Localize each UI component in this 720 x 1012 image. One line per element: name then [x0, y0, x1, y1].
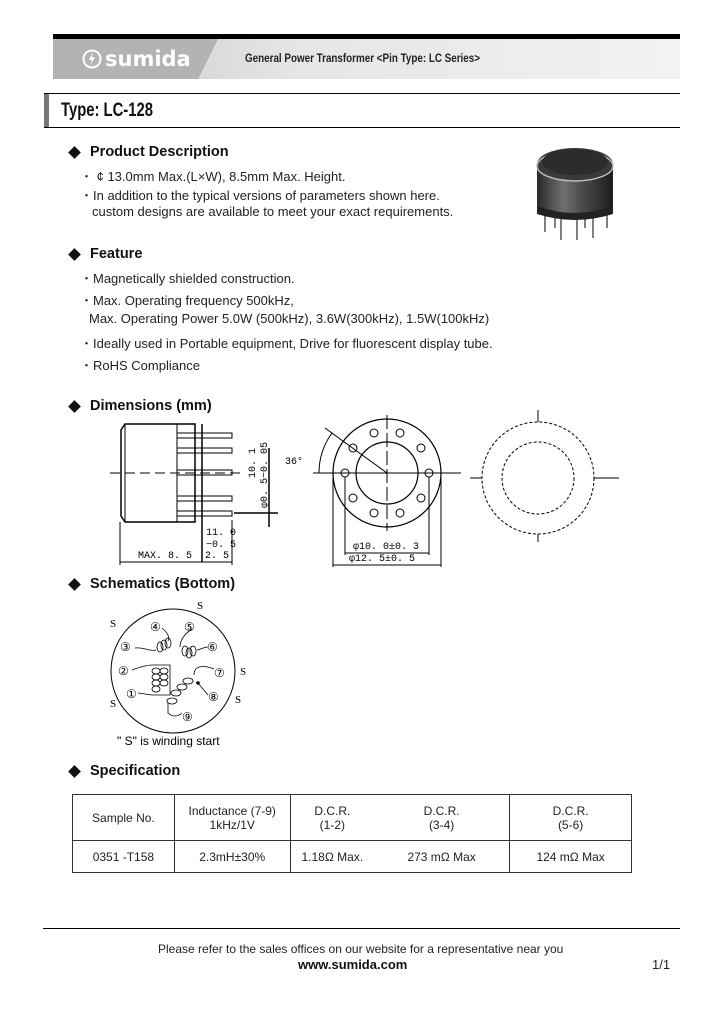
- type-bar-accent: [44, 94, 49, 127]
- specification-table: [72, 794, 632, 873]
- page-number: 1/1: [652, 957, 671, 972]
- sumida-logo: [82, 47, 191, 71]
- product-photo: [525, 140, 625, 240]
- header-inductance: Inductance (7-9) 1kHz/1V: [174, 795, 290, 841]
- dim-label-max-height: MAX. 8. 5: [138, 551, 193, 562]
- diamond-bullet-icon: [68, 578, 81, 591]
- header-dcr-1-2: D.C.R. (1-2): [290, 795, 374, 841]
- schematics-heading: [67, 576, 235, 592]
- dim-label-outer-diameter: φ12. 5±0. 5: [349, 554, 416, 565]
- header-dcr-5-6: D.C.R. (5-6): [510, 795, 632, 841]
- description-line: ・In addition to the typical versions of parameters shown here.: [80, 188, 440, 203]
- section-title: Schematics (Bottom): [90, 576, 236, 592]
- pin-label-5: ⑤: [184, 620, 195, 634]
- dim-label-pitch: 10. 1: [248, 447, 259, 478]
- cell-dcr-1-2: 1.18Ω Max.: [290, 841, 374, 873]
- header-dcr-3-4: D.C.R. (3-4): [374, 795, 510, 841]
- schematics-diagram: [90, 595, 260, 755]
- feature-heading: [67, 246, 142, 262]
- header-sample-no: Sample No.: [73, 795, 175, 841]
- website-link[interactable]: www.sumida.com: [298, 957, 408, 972]
- feature-line: Max. Operating Power 5.0W (500kHz), 3.6W(300kHz), 1.5W(100kHz): [89, 311, 490, 326]
- page-title: Type: LC-128: [61, 100, 153, 121]
- dim-label-angle: 36°: [285, 457, 304, 468]
- dim-label-pin-length: 2. 5: [205, 551, 230, 562]
- dim-label-pin-tol-a: 11. 0: [206, 528, 237, 539]
- specification-heading: [67, 763, 180, 779]
- dim-label-pin-tol-b: −0. 5: [206, 540, 237, 551]
- section-title: Feature: [90, 246, 143, 262]
- footer-rule: [43, 928, 680, 929]
- diamond-bullet-icon: [68, 248, 81, 261]
- feature-line: ・Ideally used in Portable equipment, Drive for fluorescent display tube.: [80, 336, 493, 351]
- footer-note: Please refer to the sales offices on our website for a representative near you: [158, 942, 564, 956]
- table-header-row: [73, 795, 632, 841]
- diamond-bullet-icon: [68, 765, 81, 778]
- sumida-logo-icon: [82, 49, 102, 69]
- pin-label-7: ⑦: [214, 666, 225, 680]
- pin-label-2: ②: [118, 664, 129, 678]
- pin-label-8: ⑧: [208, 690, 219, 704]
- schematic-note: " S" is winding start: [117, 734, 220, 748]
- dim-label-pin-diameter: φ0. 5−0. 05: [260, 441, 271, 508]
- diamond-bullet-icon: [68, 400, 81, 413]
- product-description-heading: [67, 144, 229, 160]
- winding-start-mark: S: [240, 666, 247, 678]
- pin-label-9: ⑨: [182, 710, 193, 724]
- cell-dcr-5-6: 124 mΩ Max: [510, 841, 632, 873]
- pin-label-3: ③: [120, 640, 131, 654]
- pin-label-6: ⑥: [207, 640, 218, 654]
- table-row: [73, 841, 632, 873]
- winding-start-mark: S: [197, 600, 204, 612]
- winding-start-mark: S: [110, 698, 117, 710]
- section-title: Product Description: [90, 144, 229, 160]
- header-title: General Power Transformer <Pin Type: LC Series>: [245, 51, 480, 65]
- description-line: custom designs are available to meet your exact requirements.: [92, 204, 454, 219]
- dimensions-drawing: [100, 410, 640, 570]
- cell-inductance: 2.3mH±30%: [174, 841, 290, 873]
- winding-start-mark: S: [110, 618, 117, 630]
- feature-line: ・Magnetically shielded construction.: [80, 271, 295, 286]
- description-line: ・ ¢ 13.0mm Max.(L×W), 8.5mm Max. Height.: [80, 169, 346, 184]
- feature-line: ・Max. Operating frequency 500kHz,: [80, 293, 294, 308]
- diamond-bullet-icon: [68, 146, 81, 159]
- cell-dcr-3-4: 273 mΩ Max: [374, 841, 510, 873]
- brand-name: sumida: [105, 47, 191, 71]
- feature-line: ・RoHS Compliance: [80, 358, 200, 373]
- pin-label-4: ④: [150, 620, 161, 634]
- cell-sample-no: 0351 -T158: [73, 841, 175, 873]
- section-title: Dimensions (mm): [90, 398, 212, 414]
- section-title: Specification: [90, 763, 181, 779]
- pin-label-1: ①: [126, 687, 137, 701]
- winding-start-mark: S: [235, 694, 242, 706]
- dim-label-inner-diameter: φ10. 0±0. 3: [353, 542, 420, 553]
